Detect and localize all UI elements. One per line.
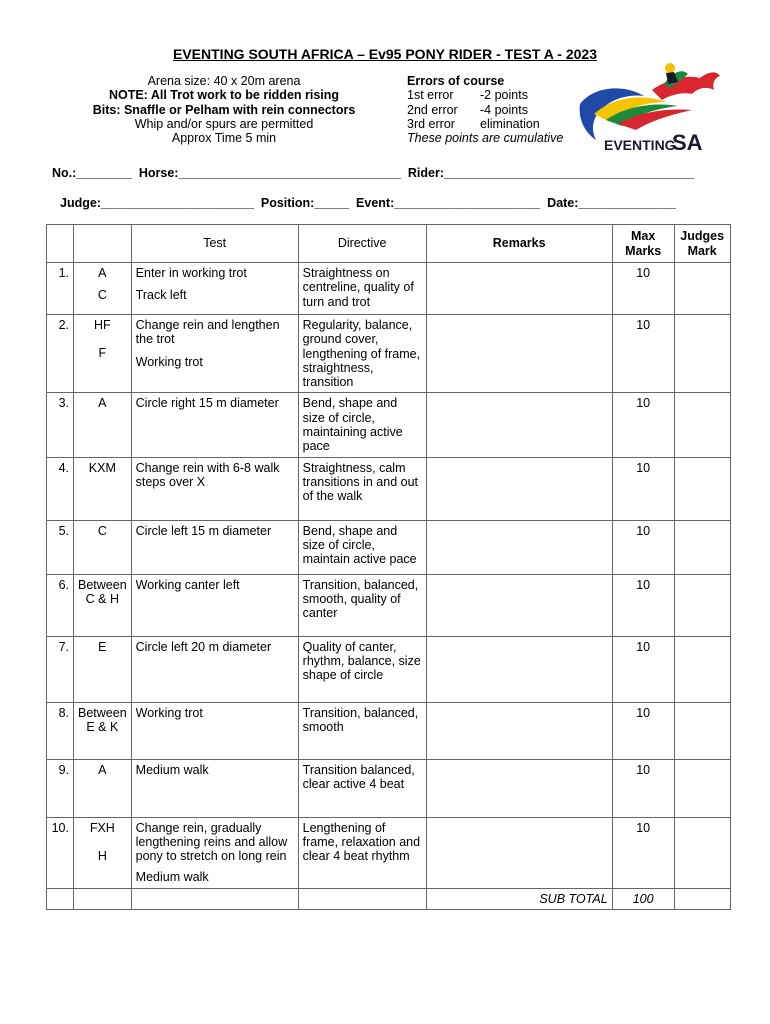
entry-fields-line-2[interactable]: Judge:______________________ Position:_____ Event:_____________________ Date:______________ bbox=[60, 196, 676, 210]
movement-marker: FXH bbox=[89, 820, 115, 835]
movement-marker: A bbox=[98, 266, 107, 280]
error-label: 1st error bbox=[407, 88, 454, 103]
movement-number: 9. bbox=[47, 759, 74, 817]
remarks-cell[interactable] bbox=[426, 817, 612, 888]
subtotal-judges-cell[interactable] bbox=[674, 888, 730, 909]
table-row bbox=[47, 759, 731, 817]
movement-marker: Between C & H bbox=[74, 574, 132, 636]
movement-marker: F bbox=[98, 346, 107, 361]
movement-marker: H bbox=[97, 848, 107, 863]
header-remarks: Remarks bbox=[426, 225, 612, 263]
subtotal-label: SUB TOTAL bbox=[426, 888, 612, 909]
eventing-sa-logo bbox=[574, 60, 722, 156]
test-text: Change rein, gradually lengthening reins and allow pony to stretch on long rein bbox=[135, 820, 288, 864]
max-marks: 10 bbox=[612, 574, 674, 636]
max-marks: 10 bbox=[612, 263, 674, 315]
test-text: Working trot bbox=[131, 702, 298, 759]
judges-mark-cell[interactable] bbox=[674, 702, 730, 759]
scoring-table bbox=[46, 224, 731, 910]
directive-text: Bend, shape and size of circle, maintaining active pace bbox=[298, 393, 426, 457]
subtotal-value: 100 bbox=[612, 888, 674, 909]
directive-text: Transition, balanced, smooth, quality of canter bbox=[298, 574, 426, 636]
movement-marker: A bbox=[74, 759, 132, 817]
logo-suffix: SA bbox=[672, 130, 703, 155]
max-marks: 10 bbox=[612, 636, 674, 702]
remarks-cell[interactable] bbox=[426, 263, 612, 315]
error-row-1 bbox=[407, 88, 577, 102]
header-max-marks: Max Marks bbox=[612, 225, 674, 263]
error-label: 3rd error bbox=[407, 116, 455, 131]
judges-mark-cell[interactable] bbox=[674, 263, 730, 315]
header-judges-mark: Judges Mark bbox=[674, 225, 730, 263]
movement-marker: A bbox=[74, 393, 132, 457]
table-row bbox=[47, 315, 731, 393]
remarks-cell[interactable] bbox=[426, 315, 612, 393]
time-note: Approx Time 5 min bbox=[171, 131, 277, 146]
max-marks: 10 bbox=[612, 817, 674, 888]
max-marks: 10 bbox=[612, 759, 674, 817]
max-marks: 10 bbox=[612, 315, 674, 393]
directive-text: Bend, shape and size of circle, maintain active pace bbox=[298, 520, 426, 574]
movement-number: 3. bbox=[47, 393, 74, 457]
test-text: Working trot bbox=[135, 354, 203, 369]
movement-number: 10. bbox=[47, 817, 74, 888]
judges-mark-cell[interactable] bbox=[674, 315, 730, 393]
header-test: Test bbox=[131, 225, 298, 263]
movement-number: 8. bbox=[47, 702, 74, 759]
table-row bbox=[47, 636, 731, 702]
subtotal-row bbox=[47, 888, 731, 909]
page-title: EVENTING SOUTH AFRICA – Ev95 PONY RIDER - TEST A - 2023 bbox=[173, 46, 597, 62]
table-row bbox=[47, 574, 731, 636]
movement-number: 1. bbox=[47, 263, 74, 315]
test-text: Change rein and lengthen the trot bbox=[135, 318, 280, 347]
max-marks: 10 bbox=[612, 520, 674, 574]
test-text: Enter in working trot bbox=[135, 266, 247, 280]
remarks-cell[interactable] bbox=[426, 574, 612, 636]
movement-marker: KXM bbox=[74, 457, 132, 520]
table-row bbox=[47, 457, 731, 520]
arena-size: Arena size: 40 x 20m arena bbox=[147, 74, 301, 88]
test-text: Working canter left bbox=[131, 574, 298, 636]
errors-of-course bbox=[407, 74, 577, 145]
test-text: Change rein with 6-8 walk steps over X bbox=[131, 457, 298, 520]
error-label: 2nd error bbox=[407, 102, 458, 117]
judges-mark-cell[interactable] bbox=[674, 759, 730, 817]
directive-text: Regularity, balance, ground cover, lengthening of frame, straightness, transition bbox=[298, 315, 426, 393]
remarks-cell[interactable] bbox=[426, 636, 612, 702]
error-value: -2 points bbox=[480, 88, 528, 103]
entry-fields-line-1[interactable]: No.:________ Horse:________________________________ Rider:____________________________________ bbox=[52, 166, 695, 180]
header-directive: Directive bbox=[298, 225, 426, 263]
directive-text: Lengthening of frame, relaxation and clear 4 beat rhythm bbox=[298, 817, 426, 888]
remarks-cell[interactable] bbox=[426, 759, 612, 817]
movement-number: 4. bbox=[47, 457, 74, 520]
errors-heading: Errors of course bbox=[407, 74, 505, 88]
movement-marker: C bbox=[97, 288, 107, 303]
judges-mark-cell[interactable] bbox=[674, 574, 730, 636]
movement-marker: C bbox=[74, 520, 132, 574]
directive-text: Straightness, calm transitions in and out of the walk bbox=[298, 457, 426, 520]
judges-mark-cell[interactable] bbox=[674, 817, 730, 888]
error-row-2 bbox=[407, 103, 577, 117]
test-text: Circle left 20 m diameter bbox=[131, 636, 298, 702]
judges-mark-cell[interactable] bbox=[674, 393, 730, 457]
table-row bbox=[47, 263, 731, 315]
test-info bbox=[88, 74, 360, 145]
judges-mark-cell[interactable] bbox=[674, 636, 730, 702]
max-marks: 10 bbox=[612, 393, 674, 457]
directive-text: Quality of canter, rhythm, balance, size shape of circle bbox=[298, 636, 426, 702]
directive-text: Transition balanced, clear active 4 beat bbox=[298, 759, 426, 817]
error-value: elimination bbox=[480, 116, 540, 131]
max-marks: 10 bbox=[612, 702, 674, 759]
table-row bbox=[47, 520, 731, 574]
movement-number: 7. bbox=[47, 636, 74, 702]
judges-mark-cell[interactable] bbox=[674, 520, 730, 574]
table-header-row bbox=[47, 225, 731, 263]
test-text: Medium walk bbox=[131, 759, 298, 817]
errors-note: These points are cumulative bbox=[407, 131, 564, 146]
table-row bbox=[47, 393, 731, 457]
test-text: Medium walk bbox=[135, 869, 209, 884]
max-marks: 10 bbox=[612, 457, 674, 520]
movement-number: 2. bbox=[47, 315, 74, 393]
test-text: Track left bbox=[135, 288, 187, 303]
header-number bbox=[47, 225, 74, 263]
table-row bbox=[47, 702, 731, 759]
remarks-cell[interactable] bbox=[426, 520, 612, 574]
movement-marker: Between E & K bbox=[74, 702, 132, 759]
whip-note: Whip and/or spurs are permitted bbox=[134, 116, 314, 131]
directive-text: Transition, balanced, smooth bbox=[298, 702, 426, 759]
trot-note: NOTE: All Trot work to be ridden rising bbox=[108, 88, 340, 103]
movement-number: 6. bbox=[47, 574, 74, 636]
test-text: Circle left 15 m diameter bbox=[131, 520, 298, 574]
movement-marker: E bbox=[74, 636, 132, 702]
error-value: -4 points bbox=[480, 102, 528, 117]
movement-marker: HF bbox=[93, 318, 111, 332]
remarks-cell[interactable] bbox=[426, 393, 612, 457]
bits-note: Bits: Snaffle or Pelham with rein connectors bbox=[92, 102, 356, 117]
error-row-3 bbox=[407, 117, 577, 131]
movement-number: 5. bbox=[47, 520, 74, 574]
judges-mark-cell[interactable] bbox=[674, 457, 730, 520]
directive-text: Straightness on centreline, quality of turn and trot bbox=[298, 263, 426, 315]
header-movement bbox=[74, 225, 132, 263]
logo-text: EVENTING bbox=[604, 137, 676, 153]
table-row bbox=[47, 817, 731, 888]
test-text: Circle right 15 m diameter bbox=[131, 393, 298, 457]
remarks-cell[interactable] bbox=[426, 702, 612, 759]
remarks-cell[interactable] bbox=[426, 457, 612, 520]
